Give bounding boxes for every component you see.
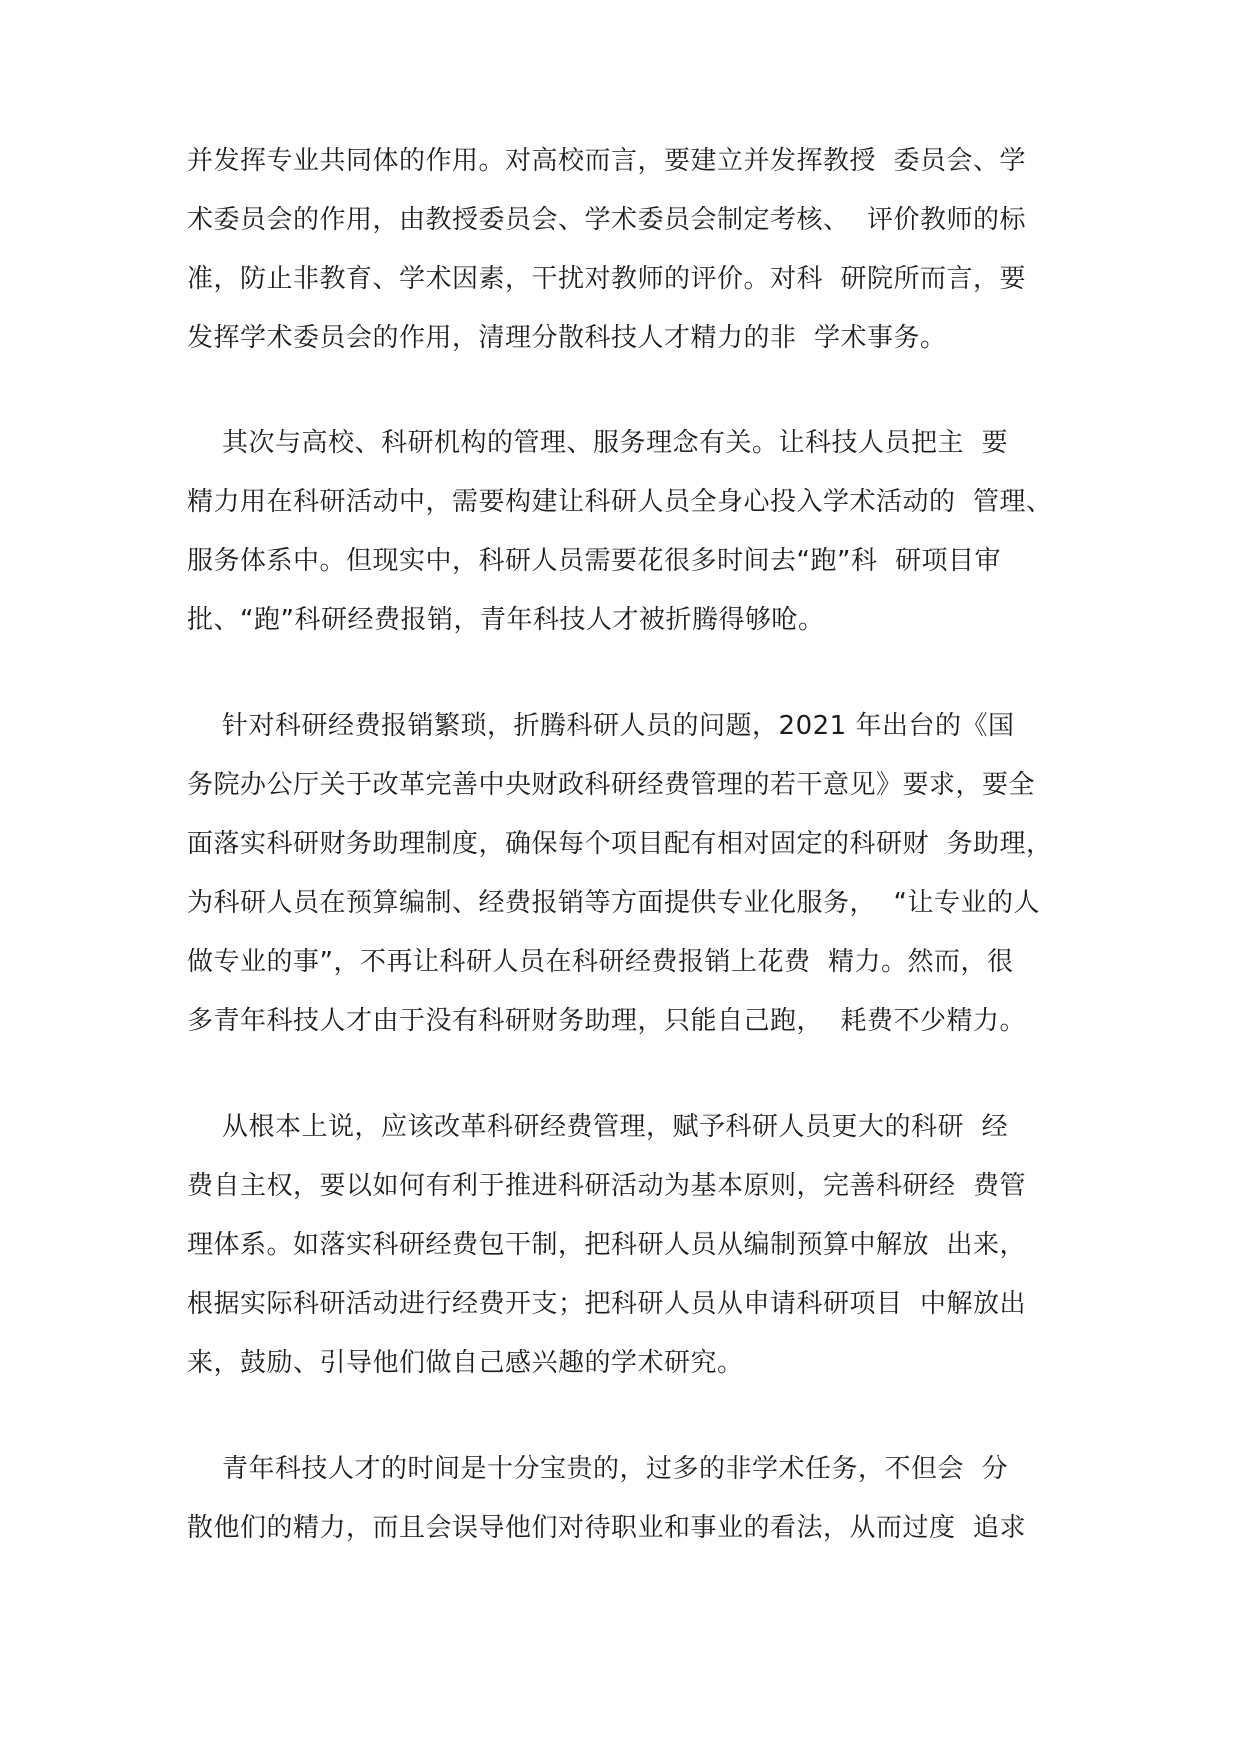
- text-line: 术委员会的作用，由教授委员会、学术委员会制定考核、 评价教师的标: [187, 205, 1027, 235]
- text-line: 准，防止非教育、学术因素，干扰对教师的评价。对科 研院所而言，要: [187, 264, 1027, 294]
- text-line: 理体系。如落实科研经费包干制，把科研人员从编制预算中解放 出来，: [187, 1230, 1027, 1260]
- text-line: 散他们的精力，而且会误导他们对待职业和事业的看法，从而过度 追求: [187, 1513, 1027, 1543]
- text-line: 根据实际科研活动进行经费开支；把科研人员从申请科研项目 中解放出: [187, 1289, 1027, 1319]
- text-line: 做专业的事”，不再让科研人员在科研经费报销上花费 精力。然而，很: [187, 947, 1014, 977]
- text-line: 并发挥专业共同体的作用。对高校而言，要建立并发挥教授 委员会、学: [187, 146, 1027, 176]
- text-line: 为科研人员在预算编制、经费报销等方面提供专业化服务， “让专业的人: [187, 888, 1040, 918]
- text-line: 其次与高校、科研机构的管理、服务理念有关。让科技人员把主 要: [187, 428, 1009, 458]
- text-line: 批、“跑”科研经费报销，青年科技人才被折腾得够呛。: [187, 605, 825, 635]
- text-line: 面落实科研财务助理制度，确保每个项目配有相对固定的科研财 务助理，: [187, 829, 1053, 859]
- text-line: 发挥学术委员会的作用，清理分散科技人才精力的非 学术事务。: [187, 323, 947, 353]
- text-line: 务院办公厅关于改革完善中央财政科研经费管理的若干意见》要求，要全: [187, 770, 1036, 800]
- text-line: 精力用在科研活动中，需要构建让科研人员全身心投入学术活动的 管理、: [187, 487, 1053, 517]
- text-line: 针对科研经费报销繁琐，折腾科研人员的问题，2021 年出台的《国: [187, 711, 1015, 741]
- text-line: 费自主权，要以如何有利于推进科研活动为基本原则，完善科研经 费管: [187, 1171, 1027, 1201]
- text-line: 青年科技人才的时间是十分宝贵的，过多的非学术任务，不但会 分: [187, 1454, 1009, 1484]
- text-line: 来，鼓励、引导他们做自己感兴趣的学术研究。: [187, 1348, 744, 1378]
- text-line: 多青年科技人才由于没有科研财务助理，只能自己跑， 耗费不少精力。: [187, 1006, 1027, 1036]
- text-line: 服务体系中。但现实中，科研人员需要花很多时间去“跑”科 研项目审: [187, 546, 1001, 576]
- text-line: 从根本上说，应该改革科研经费管理，赋予科研人员更大的科研 经: [187, 1112, 1009, 1142]
